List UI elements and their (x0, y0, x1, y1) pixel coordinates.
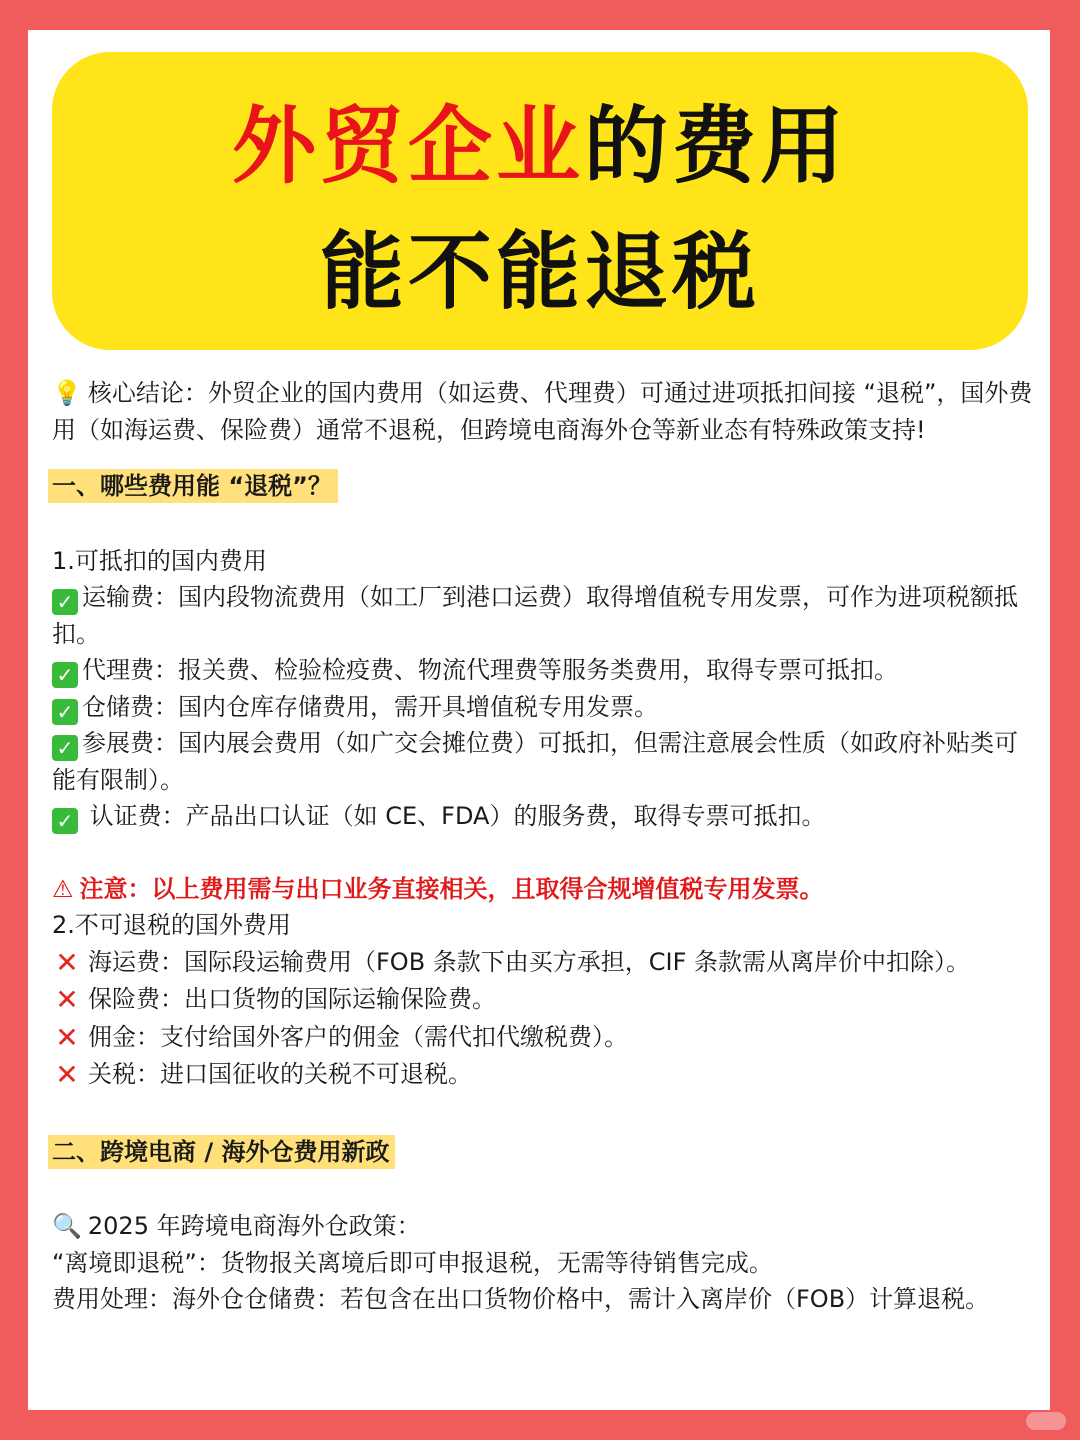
policy-line-2: 费用处理：海外仓仓储费：若包含在出口货物价格中，需计入离岸价（FOB）计算退税。 (52, 1285, 990, 1313)
intro-paragraph (52, 375, 1037, 448)
section-1-heading (52, 468, 1037, 505)
check-icon: ✓ (52, 808, 78, 834)
title-line-1 (52, 97, 1028, 195)
section-title: 一、哪些费用能 “退税”？ (48, 469, 338, 503)
intro-text: 核心结论：外贸企业的国内费用（如运费、代理费）可通过进项抵扣间接 “退税”，国外费用（如海运费、保险费）通常不退税，但跨境电商海外仓等新业态有特殊政策支持! (52, 379, 1033, 444)
watermark-logo (1026, 1412, 1066, 1430)
list-item: ✓ 参展费：国内展会费用（如广交会摊位费）可抵扣，但需注意展会性质（如政府补贴类可能有限制）。 (52, 729, 1018, 794)
list-item: ✕ 海运费：国际段运输费用（FOB 条款下由买方承担，CIF 条款需从离岸价中扣除）。 (52, 944, 1037, 982)
check-icon: ✓ (52, 735, 78, 761)
list-item: ✕ 关税：进口国征收的关税不可退税。 (52, 1056, 1037, 1094)
cross-icon: ✕ (55, 983, 79, 1016)
list-item: ✓ 运输费：国内段物流费用（如工厂到港口运费）取得增值税专用发票，可作为进项税额抵扣。 (52, 583, 1018, 648)
cross-icon: ✕ (55, 945, 79, 979)
subheading-deductible: 1.可抵扣的国内费用 (52, 546, 267, 575)
lightbulb-icon: 💡 (52, 379, 82, 407)
article-body (52, 375, 1037, 1318)
list-item: ✓ 认证费：产品出口认证（如 CE、FDA）的服务费，取得专票可抵扣。 (52, 798, 1037, 835)
warning-icon: ⚠ (52, 874, 74, 903)
page-card (28, 30, 1050, 1410)
warning-note: ⚠ 注意：以上费用需与出口业务直接相关，且取得合规增值税专用发票。 (52, 871, 1037, 908)
title-red-text: 外贸企业 (231, 97, 584, 195)
magnifier-icon: 🔍 (52, 1212, 82, 1240)
section-2-heading (52, 1134, 1037, 1171)
check-icon: ✓ (52, 662, 78, 688)
title-card (52, 52, 1028, 350)
subheading-non-refundable: 2.不可退税的国外费用 (52, 911, 291, 939)
check-icon: ✓ (52, 589, 78, 615)
list-item: ✕ 佣金：支付给国外客户的佣金（需代扣代缴税费）。 (52, 1019, 1037, 1057)
list-item: ✓ 代理费：报关费、检验检疫费、物流代理费等服务类费用，取得专票可抵扣。 (52, 652, 1037, 689)
check-icon: ✓ (52, 699, 78, 725)
cross-icon: ✕ (55, 1058, 79, 1091)
policy-title: 🔍 2025 年跨境电商海外仓政策： (52, 1208, 1037, 1245)
cross-icon: ✕ (55, 1020, 79, 1054)
policy-line-1: “离境即退税”：货物报关离境后即可申报退税，无需等待销售完成。 (52, 1248, 773, 1277)
section-title: 二、跨境电商 / 海外仓费用新政 (48, 1135, 395, 1169)
title-line-2: 能不能退税 (319, 223, 760, 321)
title-black-text: 的费用 (584, 97, 849, 195)
list-item: ✓ 仓储费：国内仓库存储费用，需开具增值税专用发票。 (52, 689, 1037, 726)
list-item: ✕ 保险费：出口货物的国际运输保险费。 (52, 981, 1037, 1019)
